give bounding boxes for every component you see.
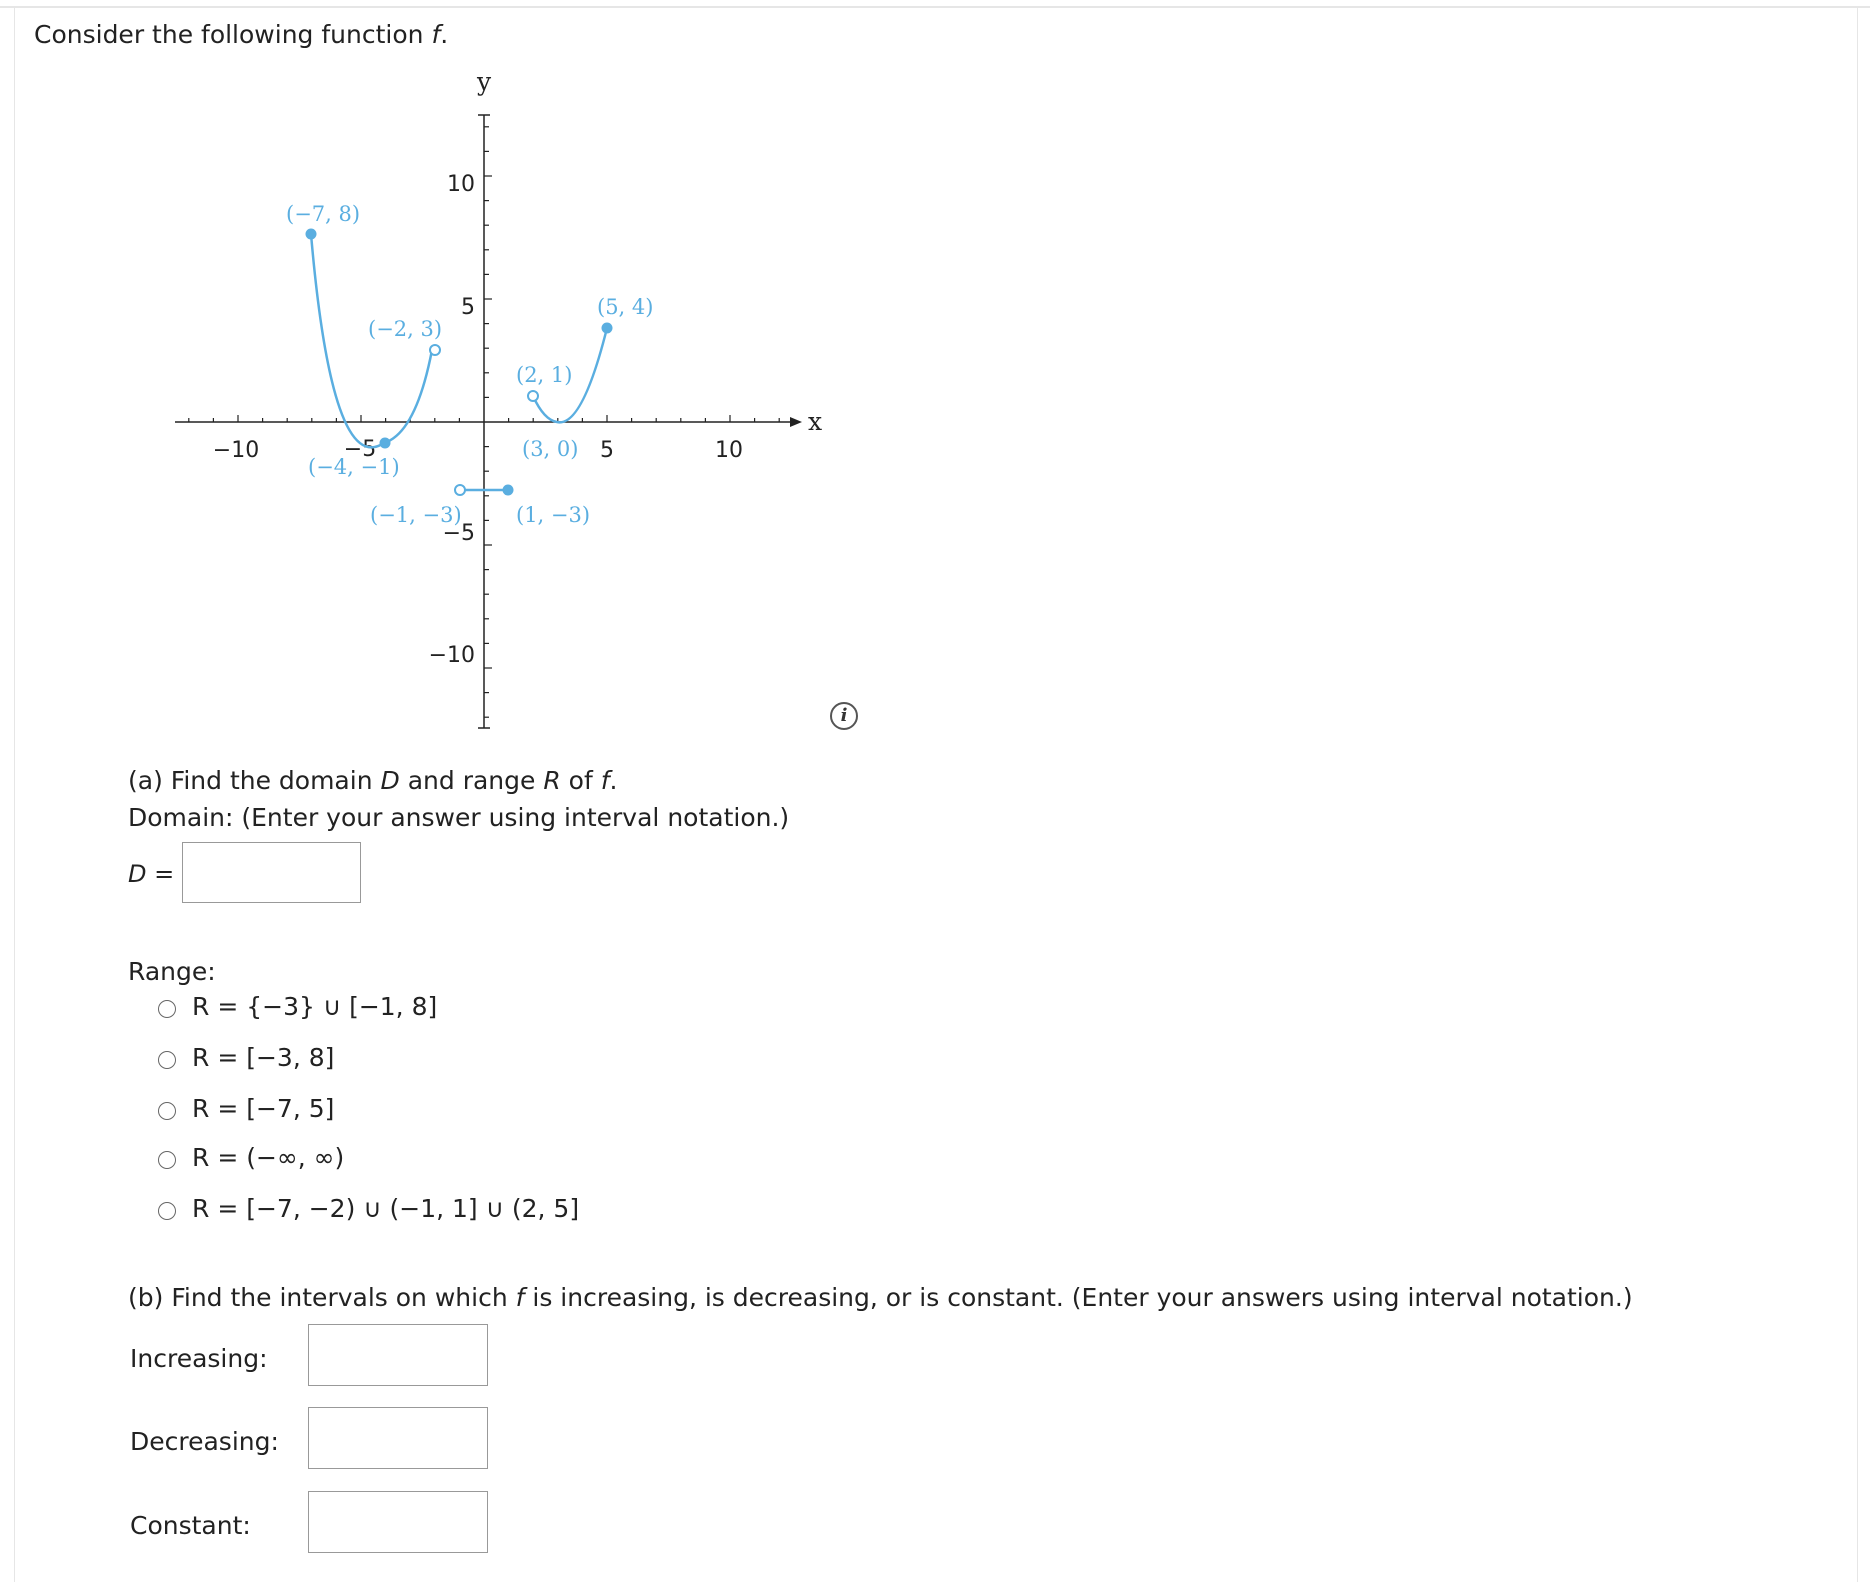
y-tick-label: −10 [428, 643, 475, 668]
range-option-label: R = [−3, 8] [192, 1043, 335, 1072]
constant-label: Constant: [130, 1511, 251, 1540]
decreasing-input[interactable] [308, 1407, 488, 1469]
radio-button[interactable] [158, 1051, 176, 1069]
question-intro: Consider the following function f. [34, 20, 449, 49]
point-label: (3, 0) [522, 437, 579, 461]
point-label: (2, 1) [516, 363, 573, 387]
part-b-prompt: (b) Find the intervals on which f is increasing, is decreasing, or is constant. (Enter your answers using interval notation.) [128, 1283, 1633, 1312]
range-label: Range: [128, 957, 216, 986]
domain-input[interactable] [182, 842, 361, 903]
increasing-label: Increasing: [130, 1344, 268, 1373]
increasing-input[interactable] [308, 1324, 488, 1386]
function-graph [160, 60, 840, 740]
closed-dot [503, 485, 514, 496]
decreasing-label: Decreasing: [130, 1427, 279, 1456]
domain-field-label: D = [128, 860, 175, 888]
x-axis-arrow [790, 417, 802, 427]
y-tick-label: −5 [442, 521, 475, 546]
range-option-label: R = [−7, 5] [192, 1094, 335, 1123]
radio-button[interactable] [158, 1000, 176, 1018]
radio-button[interactable] [158, 1151, 176, 1169]
range-option-label: R = [−7, −2) ∪ (−1, 1] ∪ (2, 5] [192, 1194, 580, 1223]
closed-dot [602, 323, 613, 334]
radio-button[interactable] [158, 1202, 176, 1220]
closed-dot [306, 229, 317, 240]
x-tick-label: −5 [343, 437, 377, 462]
y-axis-label: y [476, 67, 492, 96]
radio-button[interactable] [158, 1102, 176, 1120]
point-label: (−7, 8) [286, 202, 361, 226]
x-axis-label: x [807, 407, 823, 436]
point-label: (−2, 3) [368, 317, 443, 341]
domain-instruction: Domain: (Enter your answer using interval notation.) [128, 803, 790, 832]
point-label: (−4, −1) [308, 455, 400, 479]
closed-dot [380, 438, 391, 449]
y-tick-label: 5 [461, 295, 475, 320]
part-a-prompt: (a) Find the domain D and range R of f. [128, 766, 618, 795]
x-tick-label: 5 [600, 438, 614, 463]
open-dot [430, 345, 440, 355]
x-tick-label: −10 [212, 438, 260, 463]
range-option-label: R = (−∞, ∞) [192, 1143, 345, 1172]
open-dot [455, 485, 465, 495]
constant-input[interactable] [308, 1491, 488, 1553]
point-label: (5, 4) [597, 295, 654, 319]
range-option-label: R = {−3} ∪ [−1, 8] [192, 992, 438, 1021]
point-label: (1, −3) [516, 503, 591, 527]
open-dot [528, 391, 538, 401]
x-tick-label: 10 [715, 438, 743, 463]
y-tick-label: 10 [447, 172, 475, 197]
info-icon[interactable]: i [830, 702, 858, 730]
point-label: (−1, −3) [370, 503, 462, 527]
